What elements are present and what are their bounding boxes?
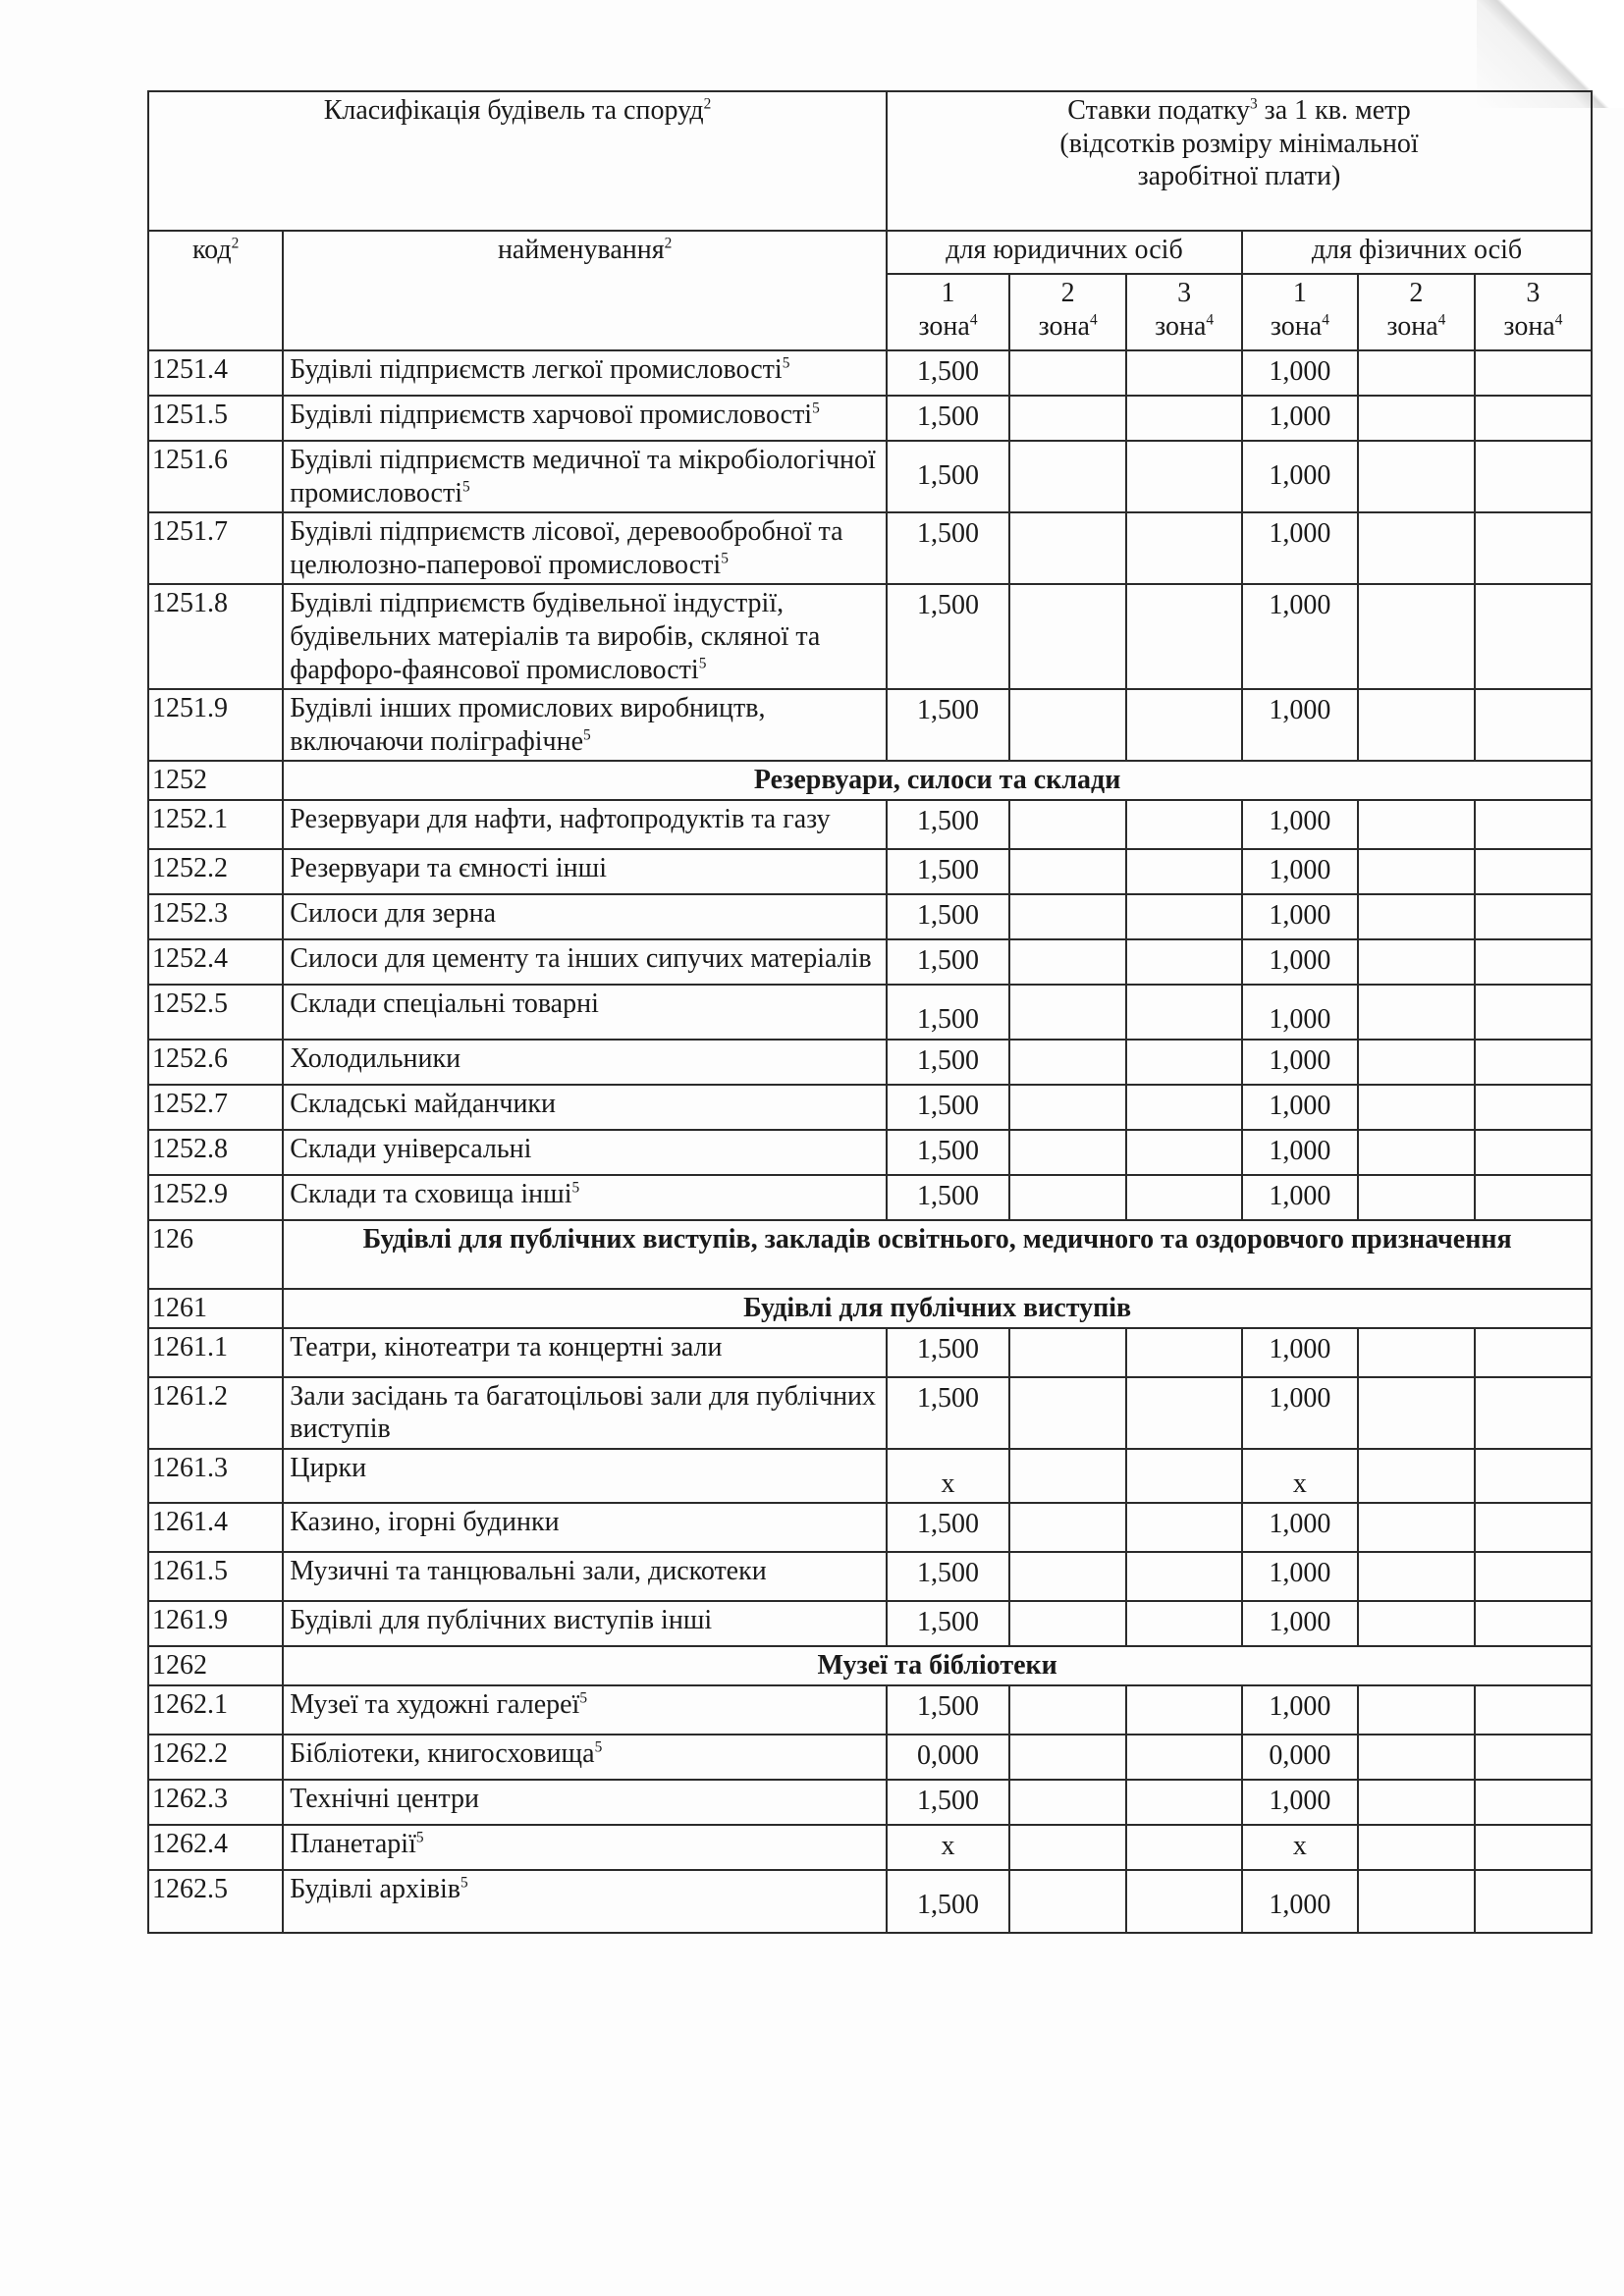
legal-zone-2-rate [1009, 1601, 1126, 1646]
legal-zone-2-rate [1009, 1175, 1126, 1220]
legal-zone-3-rate [1126, 849, 1242, 894]
physical-zone-1-rate: 1,000 [1242, 800, 1358, 849]
legal-zone-2-rate [1009, 939, 1126, 985]
row-code: 1251.5 [148, 396, 283, 441]
group-row [148, 761, 1592, 800]
physical-zone-3-rate [1475, 1780, 1592, 1825]
table-row [148, 1449, 1592, 1504]
physical-zone-1-rate: 1,000 [1242, 849, 1358, 894]
table-row [148, 512, 1592, 584]
physical-zone-2-rate [1358, 1552, 1475, 1601]
physical-zone-3-rate [1475, 584, 1592, 689]
physical-zone-3-rate [1475, 1085, 1592, 1130]
physical-zone-1-rate: 1,000 [1242, 939, 1358, 985]
legal-zone-2-rate [1009, 1328, 1126, 1377]
group-title: Будівлі для публічних виступів, закладів освітнього, медичного та оздоровчого призначення [283, 1220, 1592, 1289]
legal-zone-3-rate [1126, 350, 1242, 396]
table-row [148, 1552, 1592, 1601]
legal-zone-1-rate: 1,500 [887, 985, 1009, 1040]
legal-zone-1-rate: 1,500 [887, 396, 1009, 441]
legal-zone-3-rate [1126, 1685, 1242, 1735]
header-row-2 [148, 231, 1592, 274]
physical-zone-3-rate [1475, 1175, 1592, 1220]
physical-zone-2-rate [1358, 1685, 1475, 1735]
physical-zone-2-rate [1358, 1735, 1475, 1780]
legal-zone-2-rate [1009, 849, 1126, 894]
physical-zone-1-rate: x [1242, 1449, 1358, 1504]
row-code: 1261 [148, 1289, 283, 1328]
row-code: 1261.3 [148, 1449, 283, 1504]
legal-zone-3-rate [1126, 1825, 1242, 1870]
legal-zone-3-header: 3 зона$^4$ [1126, 274, 1242, 350]
physical-zone-3-rate [1475, 1040, 1592, 1085]
row-code: 1251.9 [148, 689, 283, 761]
legal-zone-2-rate [1009, 894, 1126, 939]
table-row [148, 1377, 1592, 1449]
row-name: Силоси для цементу та інших сипучих матеріалів [283, 939, 887, 985]
row-code: 1262.1 [148, 1685, 283, 1735]
physical-zone-1-rate: 1,000 [1242, 396, 1358, 441]
table-row [148, 985, 1592, 1040]
row-name: Бібліотеки, книгосховища$^5$ [283, 1735, 887, 1780]
row-code: 1262.2 [148, 1735, 283, 1780]
row-name: Силоси для зерна [283, 894, 887, 939]
legal-zone-1-rate: 1,500 [887, 1085, 1009, 1130]
row-name: Музеї та художні галереї$^5$ [283, 1685, 887, 1735]
legal-zone-1-rate: 1,500 [887, 939, 1009, 985]
legal-zone-2-rate [1009, 1449, 1126, 1504]
physical-zone-2-rate [1358, 849, 1475, 894]
physical-zone-1-rate: 1,000 [1242, 350, 1358, 396]
table-row [148, 1175, 1592, 1220]
row-code: 1252.7 [148, 1085, 283, 1130]
physical-zone-1-rate: 1,000 [1242, 1040, 1358, 1085]
rates-header: Ставки податку$^3$ за 1 кв. метр (відсотків розміру мінімальної заробітної плати) [887, 91, 1592, 231]
legal-zone-1-header: 1 зона$^4$ [887, 274, 1009, 350]
physical-zone-2-rate [1358, 512, 1475, 584]
table-row [148, 939, 1592, 985]
physical-zone-3-rate [1475, 1130, 1592, 1175]
physical-zone-3-rate [1475, 1377, 1592, 1449]
legal-zone-2-rate [1009, 1780, 1126, 1825]
legal-zone-3-rate [1126, 1328, 1242, 1377]
legal-zone-1-rate: 1,500 [887, 350, 1009, 396]
physical-zone-2-rate [1358, 350, 1475, 396]
legal-zone-1-rate: 1,500 [887, 512, 1009, 584]
physical-zone-1-rate: 1,000 [1242, 985, 1358, 1040]
physical-zone-3-rate [1475, 350, 1592, 396]
physical-zone-2-rate [1358, 800, 1475, 849]
physical-zone-3-rate [1475, 441, 1592, 512]
physical-zone-3-rate [1475, 1825, 1592, 1870]
legal-zone-3-rate [1126, 441, 1242, 512]
code-header: код$^2$ [148, 231, 283, 350]
row-code: 126 [148, 1220, 283, 1289]
table-row [148, 800, 1592, 849]
legal-zone-2-rate [1009, 1685, 1126, 1735]
physical-zone-3-rate [1475, 1449, 1592, 1504]
physical-zone-1-rate: 1,000 [1242, 584, 1358, 689]
legal-zone-1-rate: 1,500 [887, 894, 1009, 939]
row-name: Казино, ігорні будинки [283, 1503, 887, 1552]
legal-zone-1-rate: 1,500 [887, 1175, 1009, 1220]
physical-zone-1-rate: 1,000 [1242, 689, 1358, 761]
row-name: Зали засідань та багатоцільові зали для публічних виступів [283, 1377, 887, 1449]
tax-rates-table [147, 90, 1593, 1934]
legal-zone-2-rate [1009, 350, 1126, 396]
legal-zone-1-rate: 1,500 [887, 1870, 1009, 1933]
physical-zone-1-rate: 1,000 [1242, 1085, 1358, 1130]
table-row [148, 1601, 1592, 1646]
table-row [148, 1085, 1592, 1130]
physical-zone-2-rate [1358, 1870, 1475, 1933]
physical-zone-3-rate [1475, 849, 1592, 894]
legal-zone-2-rate [1009, 1825, 1126, 1870]
physical-zone-1-rate: 1,000 [1242, 441, 1358, 512]
row-code: 1252.6 [148, 1040, 283, 1085]
legal-zone-1-rate: 1,500 [887, 1552, 1009, 1601]
row-code: 1262.5 [148, 1870, 283, 1933]
physical-zone-1-rate: 1,000 [1242, 1870, 1358, 1933]
row-name: Будівлі підприємств будівельної індустрії, будівельних матеріалів та виробів, скляної та фарфоро-фаянсової промисловості$^5$ [283, 584, 887, 689]
table-row [148, 396, 1592, 441]
legal-zone-2-rate [1009, 584, 1126, 689]
physical-zone-3-rate [1475, 1685, 1592, 1735]
physical-zone-3-header: 3 зона$^4$ [1475, 274, 1592, 350]
table-row [148, 1503, 1592, 1552]
physical-zone-1-rate: 1,000 [1242, 1780, 1358, 1825]
table-row [148, 849, 1592, 894]
physical-zone-2-rate [1358, 985, 1475, 1040]
legal-zone-3-rate [1126, 1377, 1242, 1449]
group-row [148, 1220, 1592, 1289]
row-name: Будівлі підприємств лісової, деревообробної та целюлозно-паперової промисловості$^5$ [283, 512, 887, 584]
physical-zone-2-rate [1358, 939, 1475, 985]
row-name: Музичні та танцювальні зали, дискотеки [283, 1552, 887, 1601]
row-code: 1261.1 [148, 1328, 283, 1377]
legal-zone-3-rate [1126, 584, 1242, 689]
legal-zone-1-rate: 1,500 [887, 1780, 1009, 1825]
row-name: Будівлі інших промислових виробництв, включаючи поліграфічне$^5$ [283, 689, 887, 761]
legal-zone-3-rate [1126, 1870, 1242, 1933]
legal-zone-3-rate [1126, 1552, 1242, 1601]
row-name: Будівлі для публічних виступів інші [283, 1601, 887, 1646]
physical-zone-1-rate: x [1242, 1825, 1358, 1870]
legal-zone-3-rate [1126, 512, 1242, 584]
physical-zone-1-rate: 1,000 [1242, 1503, 1358, 1552]
table-row [148, 1328, 1592, 1377]
legal-zone-3-rate [1126, 985, 1242, 1040]
legal-zone-1-rate: 1,500 [887, 1040, 1009, 1085]
physical-zone-3-rate [1475, 1503, 1592, 1552]
legal-zone-2-rate [1009, 441, 1126, 512]
row-code: 1252.2 [148, 849, 283, 894]
legal-zone-3-rate [1126, 689, 1242, 761]
row-code: 1251.6 [148, 441, 283, 512]
classification-header: Класифікація будівель та споруд$^2$ [148, 91, 887, 231]
legal-zone-3-rate [1126, 396, 1242, 441]
row-name: Складські майданчики [283, 1085, 887, 1130]
physical-zone-2-rate [1358, 1377, 1475, 1449]
table-row [148, 350, 1592, 396]
physical-zone-2-rate [1358, 1780, 1475, 1825]
row-code: 1262.4 [148, 1825, 283, 1870]
legal-zone-2-rate [1009, 985, 1126, 1040]
physical-zone-3-rate [1475, 1328, 1592, 1377]
row-code: 1251.8 [148, 584, 283, 689]
row-name: Цирки [283, 1449, 887, 1504]
physical-zone-1-rate: 1,000 [1242, 1130, 1358, 1175]
legal-zone-1-rate: 1,500 [887, 1328, 1009, 1377]
physical-zone-2-header: 2 зона$^4$ [1358, 274, 1475, 350]
row-name: Будівлі архівів$^5$ [283, 1870, 887, 1933]
physical-persons-header: для фізичних осіб [1242, 231, 1592, 274]
legal-zone-2-rate [1009, 1040, 1126, 1085]
table-row [148, 1825, 1592, 1870]
legal-zone-1-rate: 1,500 [887, 1685, 1009, 1735]
legal-zone-1-rate: 0,000 [887, 1735, 1009, 1780]
legal-zone-1-rate: 1,500 [887, 1377, 1009, 1449]
row-code: 1252.3 [148, 894, 283, 939]
row-name: Склади спеціальні товарні [283, 985, 887, 1040]
legal-zone-1-rate: x [887, 1825, 1009, 1870]
group-row [148, 1646, 1592, 1685]
legal-zone-3-rate [1126, 1780, 1242, 1825]
group-title: Будівлі для публічних виступів [283, 1289, 1592, 1328]
physical-zone-2-rate [1358, 1040, 1475, 1085]
physical-zone-2-rate [1358, 1825, 1475, 1870]
legal-persons-header: для юридичних осіб [887, 231, 1242, 274]
physical-zone-1-header: 1 зона$^4$ [1242, 274, 1358, 350]
legal-zone-1-rate: x [887, 1449, 1009, 1504]
physical-zone-2-rate [1358, 1503, 1475, 1552]
physical-zone-1-rate: 0,000 [1242, 1735, 1358, 1780]
legal-zone-3-rate [1126, 1449, 1242, 1504]
table-row [148, 1685, 1592, 1735]
physical-zone-2-rate [1358, 584, 1475, 689]
legal-zone-2-rate [1009, 1735, 1126, 1780]
legal-zone-1-rate: 1,500 [887, 1601, 1009, 1646]
physical-zone-1-rate: 1,000 [1242, 1328, 1358, 1377]
physical-zone-1-rate: 1,000 [1242, 1685, 1358, 1735]
group-title: Музеї та бібліотеки [283, 1646, 1592, 1685]
physical-zone-1-rate: 1,000 [1242, 512, 1358, 584]
legal-zone-1-rate: 1,500 [887, 584, 1009, 689]
physical-zone-3-rate [1475, 1552, 1592, 1601]
row-name: Будівлі підприємств легкої промисловості$^5$ [283, 350, 887, 396]
legal-zone-2-rate [1009, 1085, 1126, 1130]
physical-zone-3-rate [1475, 1601, 1592, 1646]
table-row [148, 1870, 1592, 1933]
physical-zone-3-rate [1475, 1870, 1592, 1933]
legal-zone-3-rate [1126, 1601, 1242, 1646]
legal-zone-3-rate [1126, 1503, 1242, 1552]
physical-zone-3-rate [1475, 939, 1592, 985]
physical-zone-2-rate [1358, 689, 1475, 761]
legal-zone-1-rate: 1,500 [887, 1130, 1009, 1175]
legal-zone-2-rate [1009, 1130, 1126, 1175]
row-name: Резервуари та ємності інші [283, 849, 887, 894]
legal-zone-1-rate: 1,500 [887, 800, 1009, 849]
physical-zone-3-rate [1475, 985, 1592, 1040]
row-code: 1262.3 [148, 1780, 283, 1825]
row-code: 1261.5 [148, 1552, 283, 1601]
row-name: Технічні центри [283, 1780, 887, 1825]
row-name: Резервуари для нафти, нафтопродуктів та газу [283, 800, 887, 849]
row-code: 1262 [148, 1646, 283, 1685]
group-title: Резервуари, силоси та склади [283, 761, 1592, 800]
row-code: 1261.9 [148, 1601, 283, 1646]
physical-zone-2-rate [1358, 441, 1475, 512]
physical-zone-1-rate: 1,000 [1242, 1601, 1358, 1646]
legal-zone-2-rate [1009, 512, 1126, 584]
physical-zone-1-rate: 1,000 [1242, 1377, 1358, 1449]
physical-zone-2-rate [1358, 1085, 1475, 1130]
row-name: Будівлі підприємств харчової промисловості$^5$ [283, 396, 887, 441]
table-row [148, 689, 1592, 761]
legal-zone-2-header: 2 зона$^4$ [1009, 274, 1126, 350]
legal-zone-1-rate: 1,500 [887, 1503, 1009, 1552]
legal-zone-1-rate: 1,500 [887, 849, 1009, 894]
row-code: 1252.9 [148, 1175, 283, 1220]
physical-zone-3-rate [1475, 396, 1592, 441]
table-row [148, 1130, 1592, 1175]
header-row-1 [148, 91, 1592, 231]
legal-zone-2-rate [1009, 800, 1126, 849]
legal-zone-3-rate [1126, 800, 1242, 849]
row-name: Театри, кінотеатри та концертні зали [283, 1328, 887, 1377]
physical-zone-3-rate [1475, 1735, 1592, 1780]
physical-zone-3-rate [1475, 512, 1592, 584]
table-row [148, 441, 1592, 512]
row-code: 1251.7 [148, 512, 283, 584]
row-code: 1252.8 [148, 1130, 283, 1175]
physical-zone-1-rate: 1,000 [1242, 1175, 1358, 1220]
table-row [148, 1040, 1592, 1085]
row-code: 1252.1 [148, 800, 283, 849]
legal-zone-1-rate: 1,500 [887, 689, 1009, 761]
row-code: 1251.4 [148, 350, 283, 396]
physical-zone-2-rate [1358, 1175, 1475, 1220]
physical-zone-2-rate [1358, 1601, 1475, 1646]
row-code: 1261.2 [148, 1377, 283, 1449]
legal-zone-2-rate [1009, 1377, 1126, 1449]
table-row [148, 1735, 1592, 1780]
legal-zone-3-rate [1126, 1085, 1242, 1130]
row-code: 1252.5 [148, 985, 283, 1040]
physical-zone-2-rate [1358, 1328, 1475, 1377]
table-row [148, 1780, 1592, 1825]
physical-zone-3-rate [1475, 894, 1592, 939]
row-name: Планетарії$^5$ [283, 1825, 887, 1870]
legal-zone-2-rate [1009, 1503, 1126, 1552]
legal-zone-3-rate [1126, 1735, 1242, 1780]
legal-zone-3-rate [1126, 1130, 1242, 1175]
row-code: 1252.4 [148, 939, 283, 985]
legal-zone-1-rate: 1,500 [887, 441, 1009, 512]
row-code: 1252 [148, 761, 283, 800]
row-name: Будівлі підприємств медичної та мікробіологічної промисловості$^5$ [283, 441, 887, 512]
row-code: 1261.4 [148, 1503, 283, 1552]
legal-zone-3-rate [1126, 1175, 1242, 1220]
legal-zone-3-rate [1126, 939, 1242, 985]
legal-zone-3-rate [1126, 894, 1242, 939]
name-header: найменування$^2$ [283, 231, 887, 350]
physical-zone-2-rate [1358, 1449, 1475, 1504]
physical-zone-2-rate [1358, 1130, 1475, 1175]
legal-zone-2-rate [1009, 396, 1126, 441]
row-name: Склади універсальні [283, 1130, 887, 1175]
physical-zone-3-rate [1475, 800, 1592, 849]
row-name: Склади та сховища інші$^5$ [283, 1175, 887, 1220]
legal-zone-2-rate [1009, 1552, 1126, 1601]
table-row [148, 894, 1592, 939]
legal-zone-2-rate [1009, 689, 1126, 761]
physical-zone-3-rate [1475, 689, 1592, 761]
legal-zone-3-rate [1126, 1040, 1242, 1085]
physical-zone-1-rate: 1,000 [1242, 894, 1358, 939]
row-name: Холодильники [283, 1040, 887, 1085]
table-row [148, 584, 1592, 689]
physical-zone-1-rate: 1,000 [1242, 1552, 1358, 1601]
group-row [148, 1289, 1592, 1328]
physical-zone-2-rate [1358, 396, 1475, 441]
physical-zone-2-rate [1358, 894, 1475, 939]
legal-zone-2-rate [1009, 1870, 1126, 1933]
